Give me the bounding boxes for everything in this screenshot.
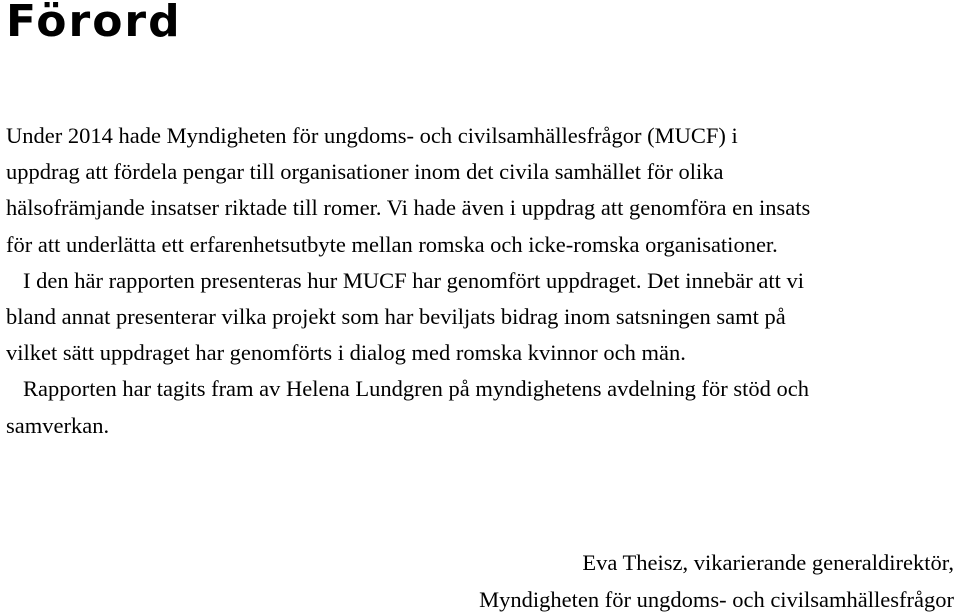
- body-line: vilket sätt uppdraget har genomförts i dialog med romska kvinnor och män.: [6, 340, 686, 366]
- signature-name: Eva Theisz, vikarierande generaldirektör,: [582, 550, 954, 575]
- page-title: Förord: [6, 0, 182, 47]
- foreword-body: [6, 118, 956, 444]
- body-line: Rapporten har tagits fram av Helena Lundgren på myndighetens avdelning för stöd och: [23, 376, 810, 402]
- body-line: bland annat presenterar vilka projekt som har beviljats bidrag inom satsningen samt på: [6, 304, 786, 330]
- body-line: I den här rapporten presenteras hur MUCF har genomfört uppdraget. Det innebär att vi: [23, 267, 804, 293]
- body-line: för att underlätta ett erfarenhetsutbyte mellan romska och icke-romska organisationer.: [6, 231, 778, 257]
- body-line: Under 2014 hade Myndigheten för ungdoms- och civilsamhällesfrågor (MUCF) i: [6, 123, 738, 148]
- body-line: hälsofrämjande insatser riktade till romer. Vi hade även i uppdrag att genomföra en insats: [6, 195, 811, 221]
- body-line: samverkan.: [6, 412, 110, 438]
- signature-organization: Myndigheten för ungdoms- och civilsamhällesfrågor: [479, 587, 954, 612]
- body-line: uppdrag att fördela pengar till organisationer inom det civila samhället för olika: [6, 159, 724, 185]
